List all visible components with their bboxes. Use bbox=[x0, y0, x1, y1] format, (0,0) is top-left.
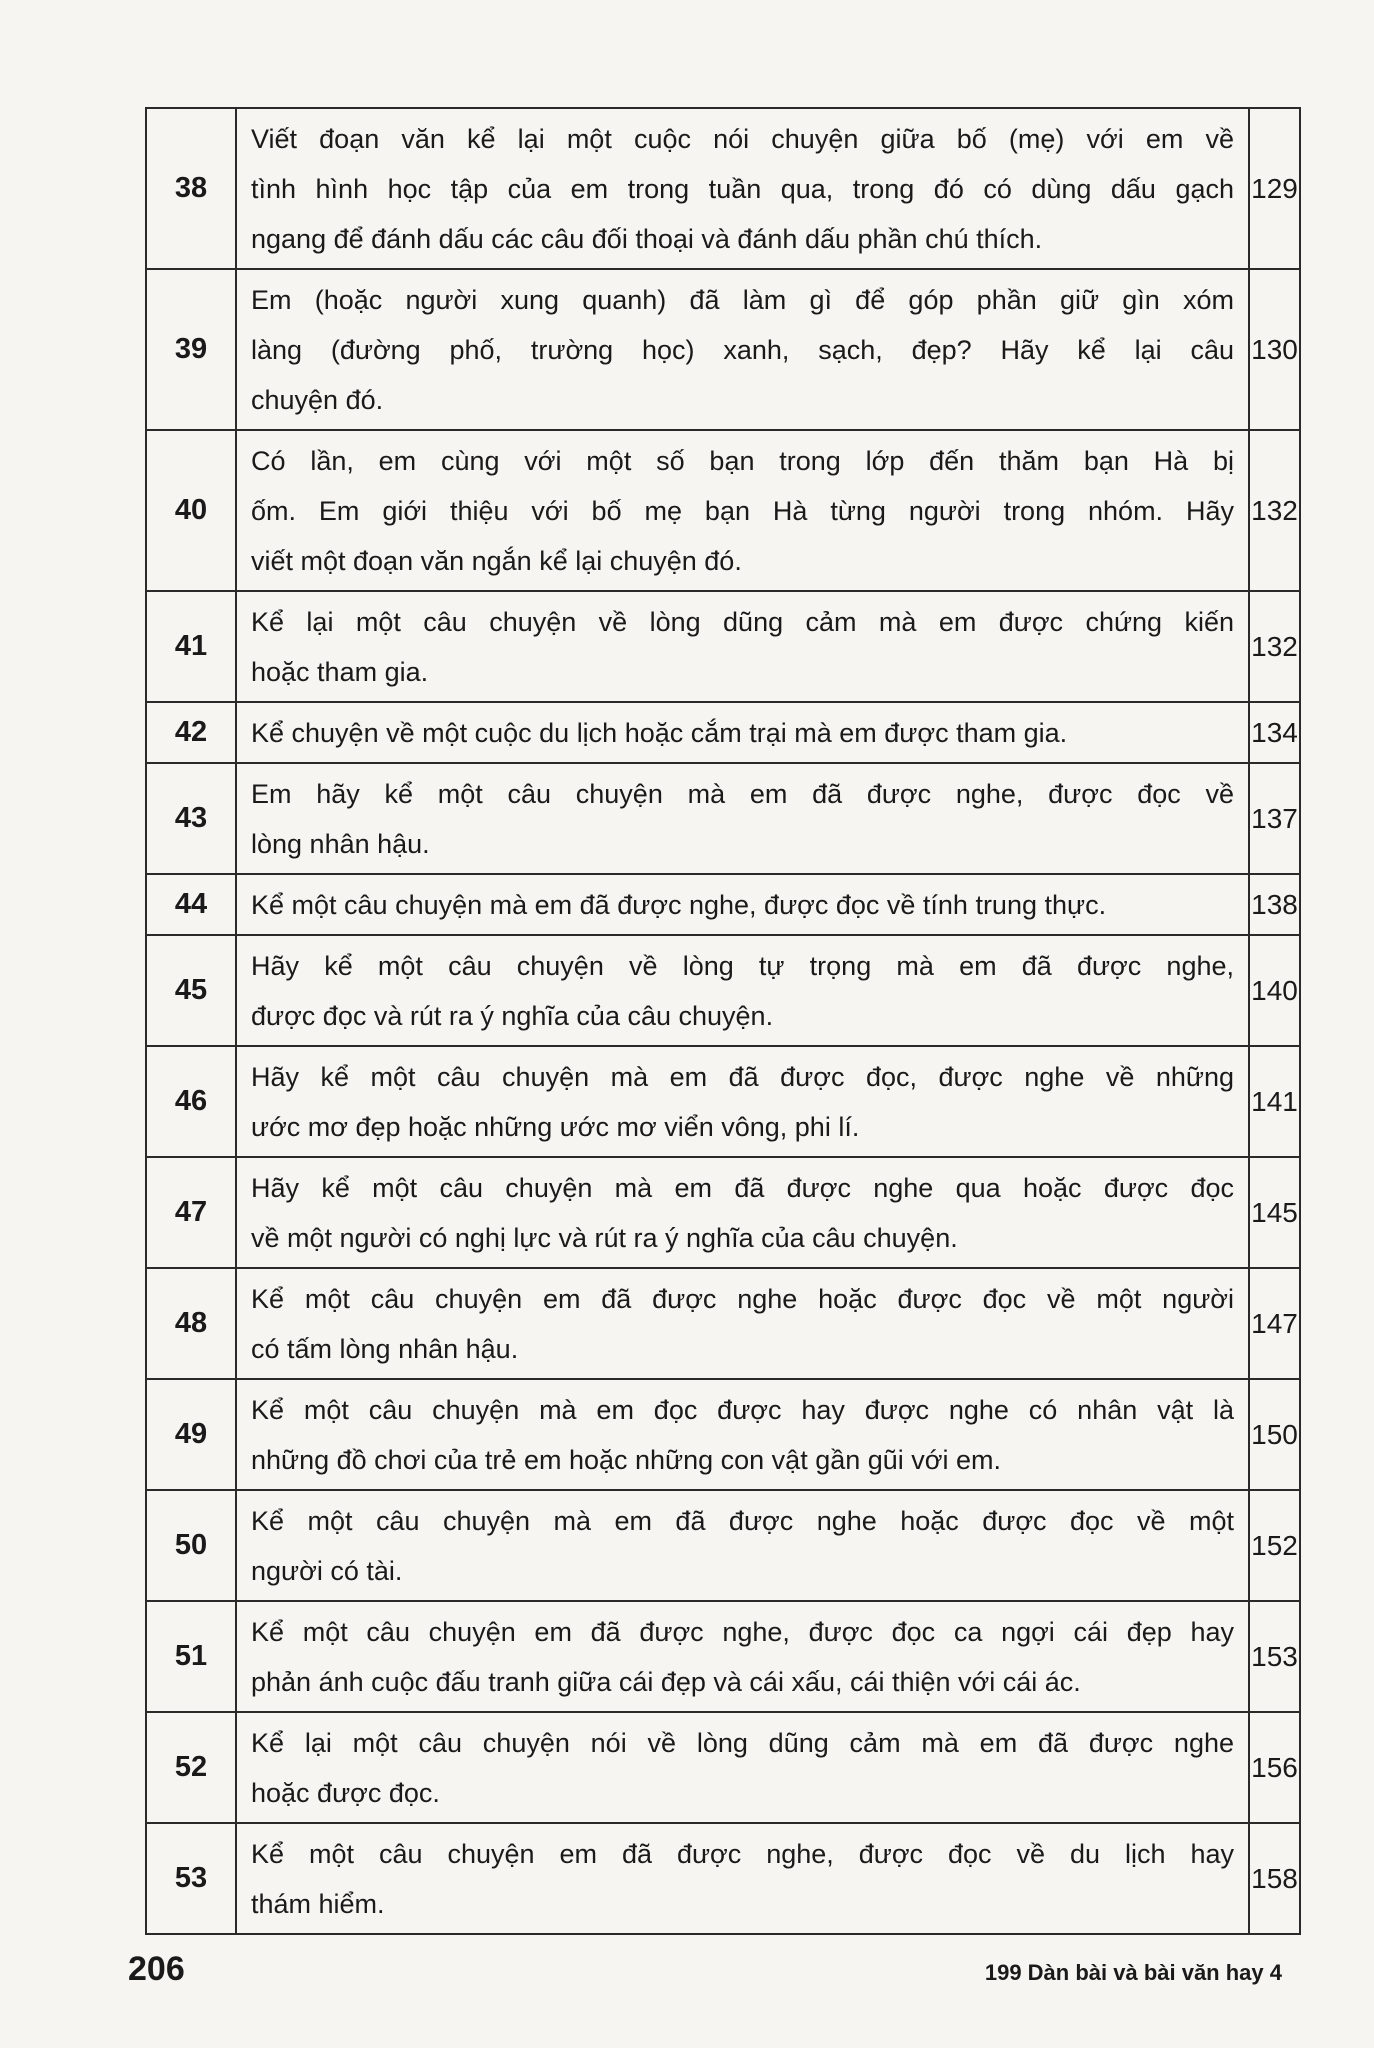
lesson-number: 39 bbox=[146, 269, 236, 430]
title-line: được đọc và rút ra ý nghĩa của câu chuyện. bbox=[251, 1000, 774, 1031]
page-ref: 138 bbox=[1249, 874, 1300, 935]
table-row bbox=[146, 1268, 1300, 1379]
title-line: Kể lại một câu chuyện nói về lòng dũng cảm mà em đã được nghe bbox=[251, 1727, 1234, 1758]
lesson-title bbox=[236, 874, 1249, 935]
lesson-number: 47 bbox=[146, 1157, 236, 1268]
table-row bbox=[146, 935, 1300, 1046]
title-line: Kể một câu chuyện mà em đã được nghe, được đọc về tính trung thực. bbox=[251, 889, 1107, 920]
page-ref: 129 bbox=[1249, 108, 1300, 269]
lesson-number: 45 bbox=[146, 935, 236, 1046]
table-row bbox=[146, 1046, 1300, 1157]
page-ref: 130 bbox=[1249, 269, 1300, 430]
page-ref: 147 bbox=[1249, 1268, 1300, 1379]
title-line: Viết đoạn văn kể lại một cuộc nói chuyện giữa bố (mẹ) với em về bbox=[251, 123, 1234, 154]
title-line: Kể một câu chuyện em đã được nghe, được đọc ca ngợi cái đẹp hay bbox=[251, 1616, 1234, 1647]
title-line: Kể một câu chuyện em đã được nghe, được đọc về du lịch hay bbox=[251, 1838, 1234, 1869]
lesson-title bbox=[236, 430, 1249, 591]
table-row bbox=[146, 702, 1300, 763]
title-line: ước mơ đẹp hoặc những ước mơ viển vông, phi lí. bbox=[251, 1111, 860, 1142]
table-row bbox=[146, 591, 1300, 702]
title-line: những đồ chơi của trẻ em hoặc những con vật gần gũi với em. bbox=[251, 1444, 1001, 1475]
page-ref: 145 bbox=[1249, 1157, 1300, 1268]
lesson-number: 44 bbox=[146, 874, 236, 935]
title-line: Hãy kể một câu chuyện mà em đã được nghe qua hoặc được đọc bbox=[251, 1172, 1234, 1203]
table-row bbox=[146, 108, 1300, 269]
lesson-title bbox=[236, 935, 1249, 1046]
lesson-number: 49 bbox=[146, 1379, 236, 1490]
title-line: Hãy kể một câu chuyện về lòng tự trọng mà em đã được nghe, bbox=[251, 950, 1234, 981]
page-ref: 156 bbox=[1249, 1712, 1300, 1823]
page-ref: 134 bbox=[1249, 702, 1300, 763]
title-line: Kể lại một câu chuyện về lòng dũng cảm mà em được chứng kiến bbox=[251, 606, 1234, 637]
title-line: Có lần, em cùng với một số bạn trong lớp đến thăm bạn Hà bị bbox=[251, 445, 1234, 476]
title-line: người có tài. bbox=[251, 1555, 403, 1586]
lesson-title bbox=[236, 1268, 1249, 1379]
title-line: Hãy kể một câu chuyện mà em đã được đọc, được nghe về những bbox=[251, 1061, 1234, 1092]
lesson-title bbox=[236, 591, 1249, 702]
lesson-title bbox=[236, 702, 1249, 763]
page-ref: 153 bbox=[1249, 1601, 1300, 1712]
table-row bbox=[146, 1712, 1300, 1823]
title-line: có tấm lòng nhân hậu. bbox=[251, 1333, 519, 1364]
page-ref: 152 bbox=[1249, 1490, 1300, 1601]
lesson-number: 46 bbox=[146, 1046, 236, 1157]
lesson-number: 42 bbox=[146, 702, 236, 763]
title-line: ngang để đánh dấu các câu đối thoại và đánh dấu phần chú thích. bbox=[251, 223, 1043, 254]
book-title: 199 Dàn bài và bài văn hay 4 bbox=[984, 1960, 1282, 1985]
table-row bbox=[146, 1823, 1300, 1934]
lesson-title bbox=[236, 1823, 1249, 1934]
lesson-number: 43 bbox=[146, 763, 236, 874]
lesson-title bbox=[236, 269, 1249, 430]
title-line: lòng nhân hậu. bbox=[251, 828, 430, 859]
title-line: phản ánh cuộc đấu tranh giữa cái đẹp và cái xấu, cái thiện với cái ác. bbox=[251, 1666, 1081, 1697]
title-line: hoặc được đọc. bbox=[251, 1777, 440, 1808]
title-line: thám hiểm. bbox=[251, 1888, 385, 1919]
table-row bbox=[146, 1157, 1300, 1268]
table-row bbox=[146, 874, 1300, 935]
title-line: làng (đường phố, trường học) xanh, sạch, đẹp? Hãy kể lại câu bbox=[251, 334, 1234, 365]
title-line: về một người có nghị lực và rút ra ý nghĩa của câu chuyện. bbox=[251, 1222, 958, 1253]
page-number: 206 bbox=[128, 1950, 185, 1988]
lesson-number: 51 bbox=[146, 1601, 236, 1712]
lesson-number: 38 bbox=[146, 108, 236, 269]
lesson-number: 40 bbox=[146, 430, 236, 591]
lesson-number: 41 bbox=[146, 591, 236, 702]
page-ref: 137 bbox=[1249, 763, 1300, 874]
title-line: Em (hoặc người xung quanh) đã làm gì để góp phần giữ gìn xóm bbox=[251, 284, 1234, 315]
table-row bbox=[146, 1490, 1300, 1601]
lesson-title bbox=[236, 1046, 1249, 1157]
page-ref: 132 bbox=[1249, 430, 1300, 591]
title-line: tình hình học tập của em trong tuần qua, trong đó có dùng dấu gạch bbox=[251, 173, 1234, 204]
title-line: Kể chuyện về một cuộc du lịch hoặc cắm trại mà em được tham gia. bbox=[251, 717, 1068, 748]
title-line: Kể một câu chuyện mà em đọc được hay được nghe có nhân vật là bbox=[251, 1394, 1234, 1425]
table-row bbox=[146, 430, 1300, 591]
title-line: Em hãy kể một câu chuyện mà em đã được nghe, được đọc về bbox=[251, 778, 1234, 809]
lesson-title bbox=[236, 1601, 1249, 1712]
table-row bbox=[146, 1379, 1300, 1490]
title-line: viết một đoạn văn ngắn kể lại chuyện đó. bbox=[251, 545, 742, 576]
table-row bbox=[146, 1601, 1300, 1712]
page-ref: 150 bbox=[1249, 1379, 1300, 1490]
title-line: chuyện đó. bbox=[251, 384, 384, 415]
lesson-title bbox=[236, 108, 1249, 269]
table-row bbox=[146, 269, 1300, 430]
lesson-title bbox=[236, 1712, 1249, 1823]
page-ref: 141 bbox=[1249, 1046, 1300, 1157]
lesson-number: 50 bbox=[146, 1490, 236, 1601]
title-line: Kể một câu chuyện em đã được nghe hoặc được đọc về một người bbox=[251, 1283, 1234, 1314]
lesson-number: 53 bbox=[146, 1823, 236, 1934]
lesson-title bbox=[236, 1157, 1249, 1268]
title-line: hoặc tham gia. bbox=[251, 656, 429, 687]
contents-table bbox=[145, 107, 1301, 1935]
table-row bbox=[146, 763, 1300, 874]
lesson-number: 52 bbox=[146, 1712, 236, 1823]
page-ref: 132 bbox=[1249, 591, 1300, 702]
lesson-title bbox=[236, 1379, 1249, 1490]
page-ref: 158 bbox=[1249, 1823, 1300, 1934]
lesson-title bbox=[236, 763, 1249, 874]
title-line: ốm. Em giới thiệu với bố mẹ bạn Hà từng người trong nhóm. Hãy bbox=[251, 495, 1234, 526]
lesson-title bbox=[236, 1490, 1249, 1601]
page-ref: 140 bbox=[1249, 935, 1300, 1046]
lesson-number: 48 bbox=[146, 1268, 236, 1379]
title-line: Kể một câu chuyện mà em đã được nghe hoặc được đọc về một bbox=[251, 1505, 1234, 1536]
